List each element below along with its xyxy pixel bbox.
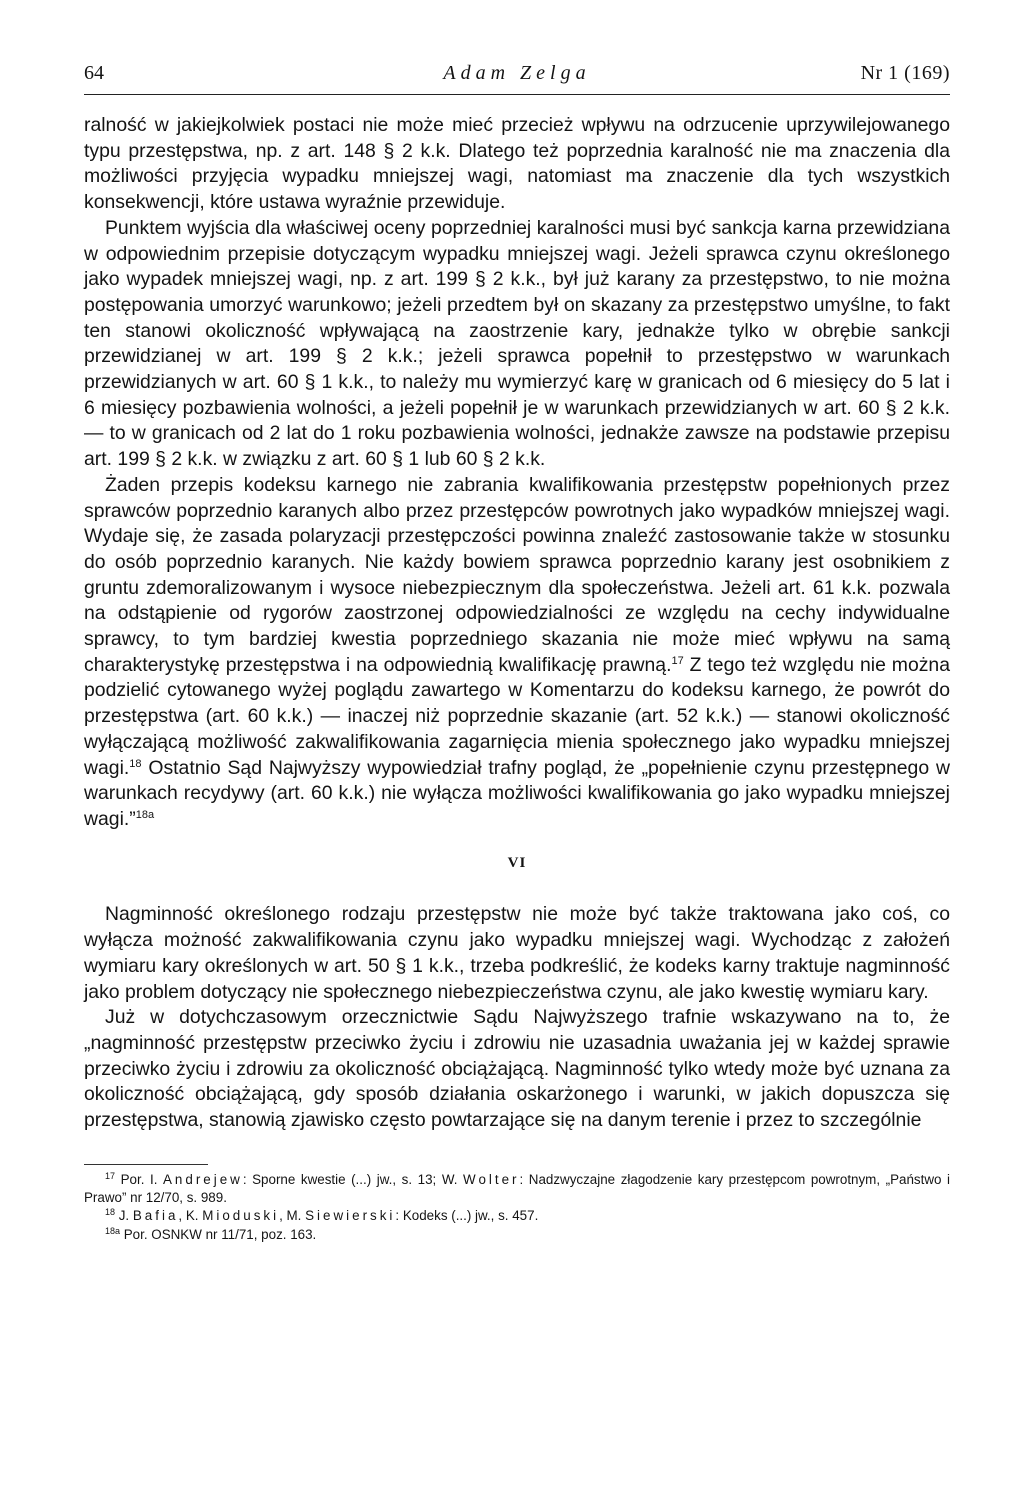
footnote-18-text-post: : Kodeks (...) jw., s. 457. <box>395 1208 539 1224</box>
footnote-17-author-2: Wolter <box>463 1171 520 1187</box>
footnote-rule <box>84 1164 208 1165</box>
document-page <box>84 50 950 1480</box>
footnote-18-author-3: Siewierski <box>305 1208 396 1224</box>
paragraph-3-part-a: Żaden przepis kodeksu karnego nie zabrania kwalifikowania przestępstw popełnionych przez sprawców poprzednio karanych albo przez przestępców powrotnych jako wypadków mniejszej wagi. Wydaje się, że zasada polaryzacji przestępczości powinna znaleźć zastosowanie także w stosunku do osób poprzednio karanych. Nie każdy bowiem sprawca poprzednio karany jest osobnikiem z gruntu zdemoralizowanym i wysoce niebezpiecznym dla społeczeństwa. Jeżeli art. 61 k.k. pozwala na odstąpienie od rygorów zaostrzonej odpowiedzialności ze względu na cechy indywidualne sprawcy, to tym bardziej kwestia poprzedniego skazania nie może mieć wpływu na samą charakterystykę przestępstwa i na odpowiednią kwalifikację prawną. <box>84 473 950 676</box>
paragraph-1: ralność w jakiejkolwiek postaci nie może mieć przecież wpływu na odrzucenie uprzywilejowanego typu przestępstwa, np. z art. 148 § 2 k.k. Dlatego też poprzednia karalność nie ma znaczenia dla możliwości przyjęcia wypadku mniejszej wagi, natomiast ma znaczenie dla tych wszystkich konsekwencji, które ustawa wyraźnie przewiduje. <box>84 114 950 214</box>
footnote-ref-18a: 18a <box>135 808 155 821</box>
footnote-18-author-1: Bafia <box>132 1208 179 1224</box>
running-author: Adam Zelga <box>443 62 591 84</box>
paragraph-3-part-b: Z tego też względu nie można podzielić cytowanego wyżej poglądu zawartego w Komentarzu do kodeksu karnego, że powrót do przestępstwa (art. 60 k.k.) — inaczej niż poprzednie skazanie (art. 52 k.k.) — stanowi okoliczność wyłączającą możliwość zakwalifikowania zagarnięcia mienia społecznego jako wypadku mniejszej wagi. <box>84 653 950 779</box>
paragraph-3 <box>84 473 950 833</box>
footnote-mark-17: 17 <box>105 1170 116 1181</box>
footnote-18a-text: Por. OSNKW nr 11/71, poz. 163. <box>120 1226 317 1242</box>
footnotes <box>84 1171 950 1244</box>
footnote-18-text-mid-1: , K. <box>178 1208 203 1224</box>
body-text <box>84 113 950 1134</box>
header-rule <box>84 94 950 95</box>
paragraph-4: Nagminność określonego rodzaju przestępstw nie może być także traktowana jako coś, co wyłącza możność zakwalifikowania czynu jako wypadku mniejszej wagi. Wychodząc z założeń wymiaru kary określonych w art. 50 § 1 k.k., trzeba podkreślić, że kodeks karny traktuje nagminność jako problem dotyczący nie społecznego niebezpieczeństwa czynu, ale jako kwestię wymiaru kary. <box>84 903 950 1003</box>
footnote-17-text-mid: : Sporne kwestie (...) jw., s. 13; W. <box>242 1171 464 1187</box>
footnote-ref-18: 18 <box>129 757 142 770</box>
footnote-18-author-2: Mioduski <box>202 1208 280 1224</box>
section-heading: VI <box>507 854 527 871</box>
footnote-18-text-mid-2: , M. <box>279 1208 306 1224</box>
page-number: 64 <box>84 62 104 84</box>
issue-number: Nr 1 (169) <box>860 62 950 84</box>
footnote-ref-17: 17 <box>671 654 684 667</box>
paragraph-2: Punktem wyjścia dla właściwej oceny poprzedniej karalności musi być sankcja karna przewidziana w odpowiednim przepisie dotyczącym wypadku mniejszej wagi. Jeżeli sprawca czynu określonego jako wypadek mniejszej wagi, np. z art. 199 § 2 k.k., był już karany za przestępstwo, to nie można postępowania umorzyć warunkowo; jeżeli przedtem był on skazany za przestępstwo umyślne, to fakt ten stanowi okoliczność wpływającą na zaostrzenie kary, jednakże tylko w obrębie sankcji przewidzianej w art. 199 § 2 k.k.; jeżeli sprawca popełnił to przestępstwo w warunkach przewidzianych w art. 60 § 1 k.k., to należy mu wymierzyć karę w granicach od 6 miesięcy do 5 lat i 6 miesięcy pozbawienia wolności, a jeżeli popełnił je w warunkach przewidzianych w art. 60 § 2 k.k. — to w granicach od 2 lat do 1 roku pozbawienia wolności, jednakże zawsze na podstawie przepisu art. 199 § 2 k.k. w związku z art. 60 § 1 lub 60 § 2 k.k. <box>84 216 950 471</box>
footnote-mark-18a: 18a <box>105 1225 121 1236</box>
paragraph-3-part-c: Ostatnio Sąd Najwyższy wypowiedział trafny pogląd, że „popełnienie czynu przestępnego w warunkach recydywy (art. 60 k.k.) nie wyłącza możliwości kwalifikowania go jako wypadku mniejszej wagi.” <box>84 756 950 830</box>
paragraph-5: Już w dotychczasowym orzecznictwie Sądu Najwyższego trafnie wskazywano na to, że „nagminność przestępstw przeciwko życiu i zdrowiu nie uzasadnia uważania jej w każdej sprawie przeciwko życiu i zdrowiu za okoliczność obciążającą. Nagminność tylko wtedy może być uznana za okoliczność obciążającą, gdy sposób działania oskarżonego i warunki, w jakich dopuszcza się przestępstwa, stanowią zjawisko często powtarzające się na danym terenie i przez to szczególnie <box>84 1006 950 1132</box>
footnote-18-text-pre: J. <box>115 1208 133 1224</box>
footnote-18a <box>84 1226 950 1244</box>
running-header <box>84 50 950 90</box>
footnote-18 <box>84 1207 950 1225</box>
footnote-17-text-pre: Por. I. <box>115 1171 163 1187</box>
footnote-mark-18: 18 <box>105 1207 116 1218</box>
footnote-17-text-post: : Nadzwyczajne złagodzenie kary przestępcom powrotnym, „Państwo i Prawo” nr 12/70, s. 989. <box>84 1171 950 1206</box>
footnote-17 <box>84 1171 950 1208</box>
footnote-17-author-1: Andrejew <box>163 1171 243 1187</box>
